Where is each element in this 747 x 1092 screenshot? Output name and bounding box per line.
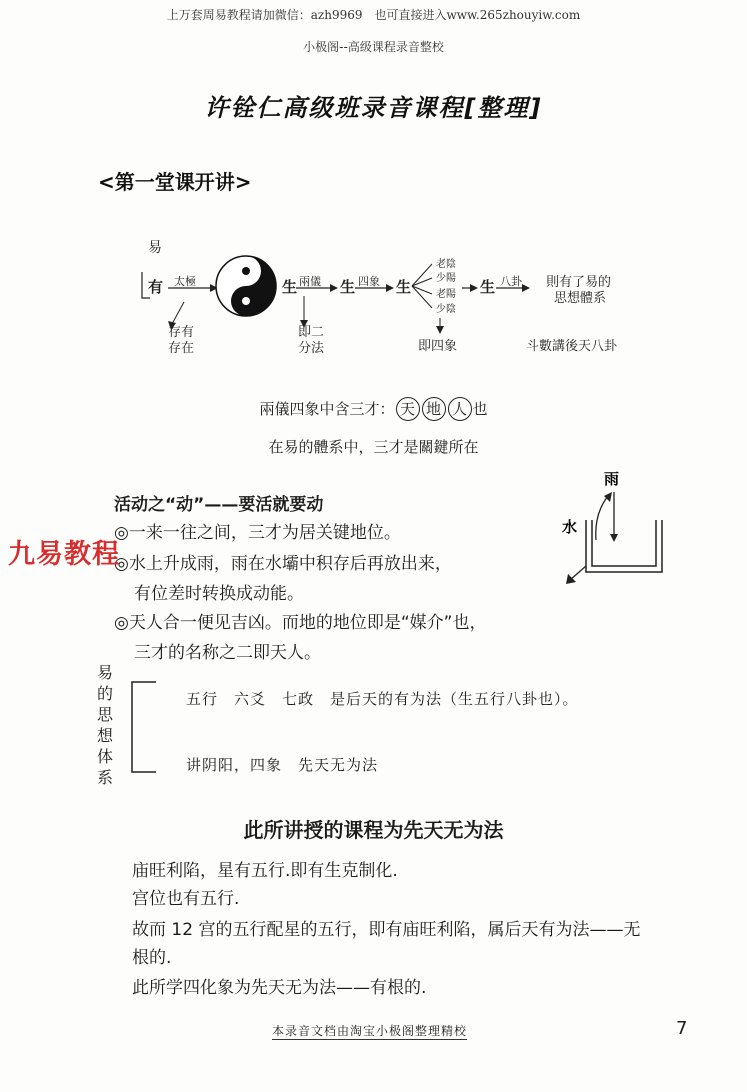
shaoyang-label: 少陽 [436, 273, 456, 284]
bagua-label: 八卦 [500, 275, 522, 288]
sancai-line: 在易的體系中，三才是關鍵所在 [268, 438, 479, 456]
you-label: 有 [148, 278, 164, 296]
activity-p3b: 三才的名称之二即天人。 [134, 643, 321, 663]
sheng-2: 生 [340, 278, 356, 296]
jier-1: 即二 [298, 325, 325, 340]
rain-water-diagram [556, 466, 676, 596]
footer-note: 本录音文档由淘宝小极阁整理精校 [272, 1024, 468, 1038]
water-label: 水 [562, 518, 578, 536]
taiji-label: 太極 [174, 275, 196, 288]
body-line-2: 宫位也有五行. [132, 889, 240, 909]
yinyang-line: 讲阴阳，四象 先天无为法 [186, 756, 379, 774]
activity-p3: ◎天人合一便见吉凶。而地的地位即是“媒介”也， [114, 613, 487, 633]
body-line-3: 故而 12 宫的五行配星的五行，即有庙旺利陷，属后天有为法——无 [132, 920, 641, 940]
taiyang-label: 老陽 [436, 289, 456, 300]
sixiang-label: 四象 [358, 275, 380, 288]
sheng-4: 生 [480, 278, 496, 296]
sheng-3: 生 [396, 278, 412, 296]
shaoyin-label: 少陰 [436, 304, 456, 315]
di-circle: 地 [422, 397, 446, 421]
liangyi-label: 兩儀 [299, 275, 321, 288]
activity-p2: ◎水上升成雨，雨在水壩中积存后再放出来， [114, 554, 452, 574]
taiyin-label: 老陰 [436, 259, 456, 270]
body-line-1: 庙旺利陷，星有五行.即有生克制化. [132, 861, 398, 881]
lesson-title: <第一堂课开讲> [98, 170, 252, 194]
yi-label: 易 [148, 240, 162, 256]
top-note: 上万套周易教程请加微信：azh9969 也可直接进入www.265zhouyiw.com [166, 8, 581, 22]
jier-2: 分法 [298, 341, 325, 356]
yi-system-side-label: 易 的 思 想 体 系 [96, 663, 113, 787]
liangyi-text: 兩儀四象中含三才： [259, 400, 395, 418]
doushu: 斗數講後天八卦 [526, 339, 618, 354]
activity-p1: ◎一来一往之间，三才为居关键地位。 [114, 523, 401, 543]
page-number: 7 [676, 1018, 688, 1039]
yinyang-icon [216, 256, 276, 316]
subhead: 小极阁--高级课程录音整校 [303, 40, 444, 54]
ren-circle: 人 [448, 397, 472, 421]
cunyou-1: 存有 [168, 325, 195, 340]
result-line2: 思想體系 [554, 291, 607, 306]
bracket-icon [126, 680, 162, 775]
rain-label: 雨 [604, 470, 620, 488]
watermark: 九易教程 [8, 539, 120, 570]
body-line-3b: 根的. [132, 948, 172, 968]
taiji-diagram [118, 226, 678, 366]
body-line-4: 此所学四化象为先天无为法——有根的. [132, 978, 427, 998]
activity-p2b: 有位差时转换成动能。 [134, 584, 304, 604]
page-title: 许铨仁高级班录音课程[整理] [204, 94, 543, 122]
sheng-1: 生 [282, 278, 298, 296]
section-heading: 此所讲授的课程为先天无为法 [243, 818, 504, 842]
tian-circle: 天 [396, 397, 420, 421]
wuxing-line: 五行 六爻 七政 是后天的有为法（生五行八卦也）。 [186, 690, 579, 708]
activity-title: 活动之“动”——要活就要动 [114, 495, 324, 515]
result-line1: 則有了易的 [546, 275, 612, 290]
cunyou-2: 存在 [168, 341, 195, 356]
ye-text: 也 [472, 400, 488, 418]
liangyi-line [0, 397, 747, 421]
jisixiang: 即四象 [418, 339, 458, 354]
